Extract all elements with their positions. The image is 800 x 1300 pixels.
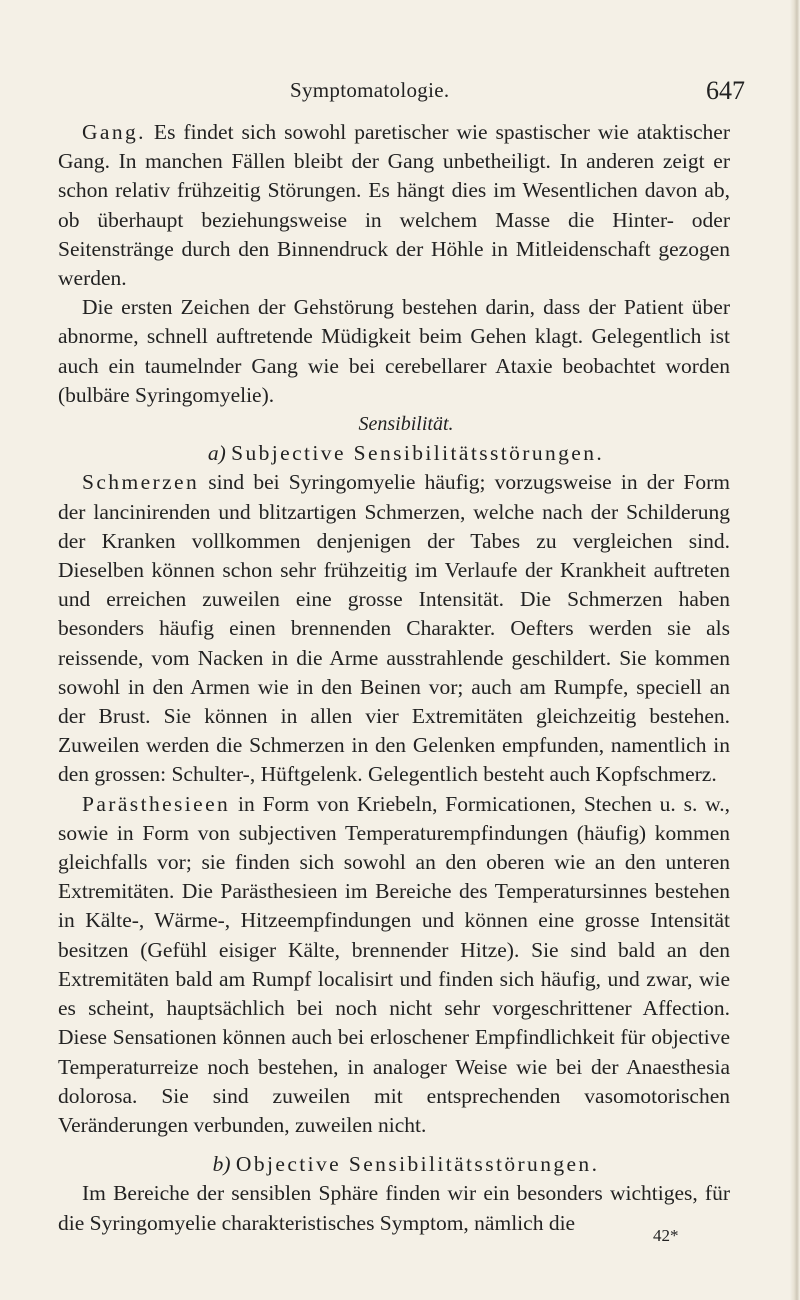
schmerzen-text: sind bei Syringomyelie häufig; vorzugsweise in der Form der lancinirenden und blitzartigen Schmerzen, welche nach der Schilderung der Kranken vollkommen denjenigen der Tabes zu vergleichen sind. Dieselben können schon sehr frühzeitig im Verlaufe der Krankheit auftreten und erreichen zuweilen eine grosse Intensität. Die Schmerzen haben besonders häufig einen brennenden Charakter. Oefters werden sie als reissende, vom Nacken in die Arme ausstrahlende geschildert. Sie kommen sowohl in den Armen wie in den Beinen vor; auch am Rumpfe, speciell an der Brust. Sie können in allen vier Extremitäten gleichzeitig bestehen. Zuweilen werden die Schmerzen in den Gelenken empfunden, namentlich in den grossen: Schulter-, Hüftgelenk. Gelegentlich besteht auch Kopfschmerz. [58,470,730,787]
running-title: Symptomatologie. [290,78,450,102]
gang-text-1: Es findet sich sowohl paretischer wie spastischer wie ataktischer Gang. In manchen Fällen bleibt der Gang unbetheiligt. In anderen zeigt er schon relativ frühzeitig Störungen. Es hängt dies im Wesentlichen davon ab, ob überhaupt beziehungsweise in welchem Masse die Hinter- oder Seitenstränge durch den Binnendruck der Höhle in Mitleidenschaft gezogen werden. [58,120,730,291]
paragraph-gang [58,118,730,293]
subheading-objective-title: Objective Sensibilitätsstörungen. [235,1152,600,1177]
section-heading: Sensibilität. [358,413,454,436]
term-gang: Gang. [82,120,146,144]
term-paraesthesien: Parästhesieen [82,791,231,816]
paragraph-paraesthesien [58,790,730,1140]
page-number: 647 [706,76,745,105]
subheading-subjective-title: Subjective Sensibilitätsstörungen. [231,441,605,466]
running-head [0,72,800,104]
paragraph-objective: Im Bereiche der sensiblen Sphäre finden wir ein besonders wichtiges, für die Syringomyelie charakteristisches Symptom, nämlich die [58,1181,730,1235]
paragraph-gehstoerung: Die ersten Zeichen der Gehstörung bestehen darin, dass der Patient über abnorme, schnell auftretende Müdigkeit beim Gehen klagt. Gelegentlich ist auch ein taumelnder Gang wie bei cerebellarer Ataxie beobachtet worden (bulbäre Syringomyelie). [58,295,730,407]
subheading-index-b: b) [212,1152,231,1177]
paraesthesien-text: in Form von Kriebeln, Formicationen, Stechen u. s. w., sowie in Form von subjectiven Temperaturempfindungen (häufig) kommen gleichfalls vor; sie finden sich sowohl an den oberen wie an den unteren Extremitäten. Die Parästhesieen im Bereiche des Temperatursinnes bestehen in Kälte-, Wärme-, Hitzeempfindungen und können eine grosse Intensität besitzen (Gefühl eisiger Kälte, brennender Hitze). Sie sind bald an den Extremitäten bald am Rumpf localisirt und finden sich häufig, und zwar, wie es scheint, hauptsächlich bei noch nicht sehr vorgeschrittener Affection. Diese Sensationen können auch bei erloschener Empfindlichkeit für objective Temperaturreize noch bestehen, in analoger Weise wie bei der Anaesthesia dolorosa. Sie sind zuweilen mit entsprechenden vasomotorischen Veränderungen verbunden, zuweilen nicht. [58,791,730,1137]
signature-mark: 42* [653,1226,679,1245]
page-edge [790,0,800,1300]
paragraph-schmerzen [58,468,730,789]
subheading-objective [58,1150,730,1179]
body-text [58,118,730,1238]
subheading-index-a: a) [207,441,226,466]
subheading-subjective [58,439,730,468]
term-schmerzen: Schmerzen [82,470,200,495]
